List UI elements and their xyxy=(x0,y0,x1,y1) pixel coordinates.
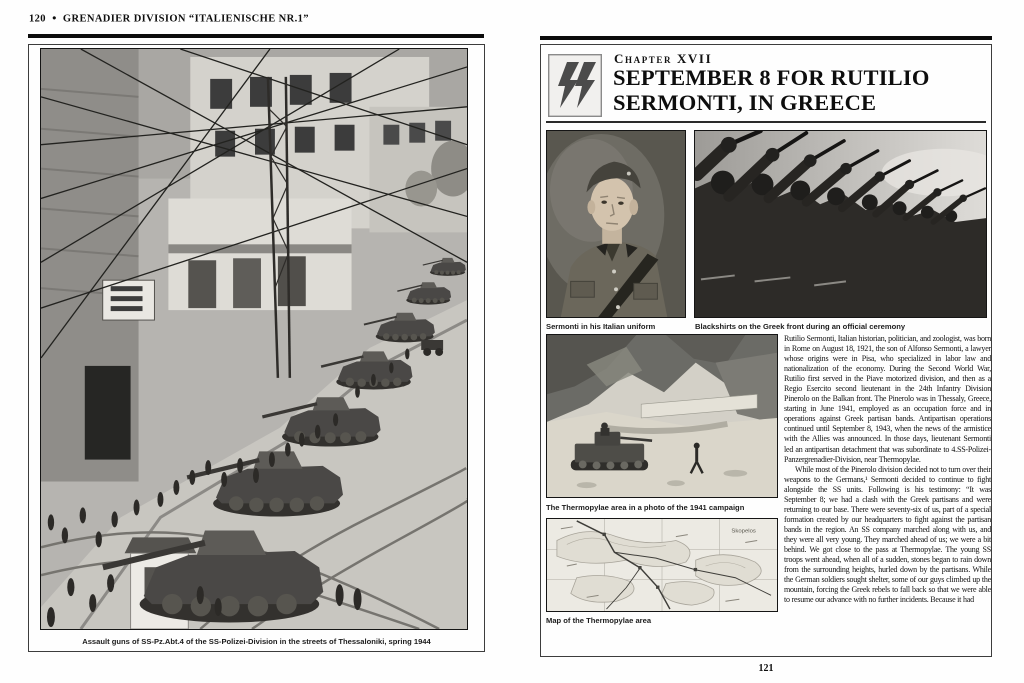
thermopylae-illustration xyxy=(547,335,777,497)
map-illustration xyxy=(547,519,777,611)
right-page-number: 121 xyxy=(758,663,774,674)
portrait-illustration xyxy=(547,131,685,317)
street-photo xyxy=(40,48,468,630)
left-page-number: 120 xyxy=(29,13,46,25)
thermopylae-photo xyxy=(546,334,778,498)
portrait-caption: Sermonti in his Italian uniform xyxy=(546,322,656,331)
chapter-title-line1: SEPTEMBER 8 FOR RUTILIO xyxy=(613,65,930,90)
blackshirts-caption: Blackshirts on the Greek front during an official ceremony xyxy=(695,322,906,331)
header-bullet-icon: ● xyxy=(51,13,57,22)
map-caption: Map of the Thermopylae area xyxy=(546,616,652,625)
portrait-photo xyxy=(546,130,686,318)
thermopylae-map xyxy=(546,518,778,612)
ss-runes-icon xyxy=(548,54,602,117)
body-paragraph-1: Rutilio Sermonti, Italian historian, politician, and zoologist, was born in Rome on August 18, 1921, the son of Alfonso Sermonti, a lawyer whose origins were in Pisa, who specialized in labor law and nationalization of the economy. During the Second World War, Rutilio first served in the Piave motorized division, and then as a Regio Esercito second lieutenant in the 24th Infantry Division Pinerolo on the Balkan front. The Pinerolo was in Thessaly, Greece, starting in June 1941, employed as an occupation force and in operations against Greek partisan bands. Antipartisan operations continued until September 8, 1943, when the news of the armistice with the Allies was announced. In those days, lieutenant Sermonti led an antipartisan detachment that was subordinate to 4.SS-Polizei-Panzergrenadier-Division, near Thermopylae. xyxy=(784,334,991,464)
blackshirts-illustration xyxy=(695,131,986,317)
blackshirts-photo xyxy=(694,130,987,318)
body-text-column xyxy=(784,334,991,656)
chapter-title-rule xyxy=(546,121,986,123)
chapter-label: Chapter XVII xyxy=(614,51,713,66)
thermopylae-caption: The Thermopylae area in a photo of the 1941 campaign xyxy=(546,503,745,512)
body-paragraph-2: While most of the Pinerolo division decided not to turn over their weapons to the Germans,¹ Sermonti decided to continue to fight alongside the SS units. Following is his testimony: “It was September 8; we had a clash with the Greek partisans and were returning to our base. There were seventy-six of us, part of a special formation created by our headquarters to fight against the partisan bands in the region. An SS company marched along with us, and they were all very young. They marched ahead of us; we were a bit behind. We got close to the pass at Thermopylae. The young SS troops went ahead, when all of a sudden, stones began to rain down from the surrounding heights, hurled down by the partisans. While the German soldiers sought shelter, some of our guys climbed up the mountain, forcing the Greek rebels to fall back so that we were able to resume our advance with no further incidents. Because it had xyxy=(784,464,991,605)
street-photo-caption: Assault guns of SS-Pz.Abt.4 of the SS-Polizei-Division in the streets of Thessaloniki, spring 1944 xyxy=(82,637,431,646)
right-header-rule xyxy=(540,36,992,40)
map-place-label: Skopelos xyxy=(731,528,756,535)
left-header-rule xyxy=(28,34,484,38)
chapter-title xyxy=(613,66,930,115)
left-running-header xyxy=(29,13,309,25)
street-photo-illustration xyxy=(41,49,467,629)
left-header-title: GRENADIER DIVISION “ITALIENISCHE NR.1” xyxy=(62,13,309,25)
chapter-title-line2: SERMONTI, IN GREECE xyxy=(613,89,877,115)
